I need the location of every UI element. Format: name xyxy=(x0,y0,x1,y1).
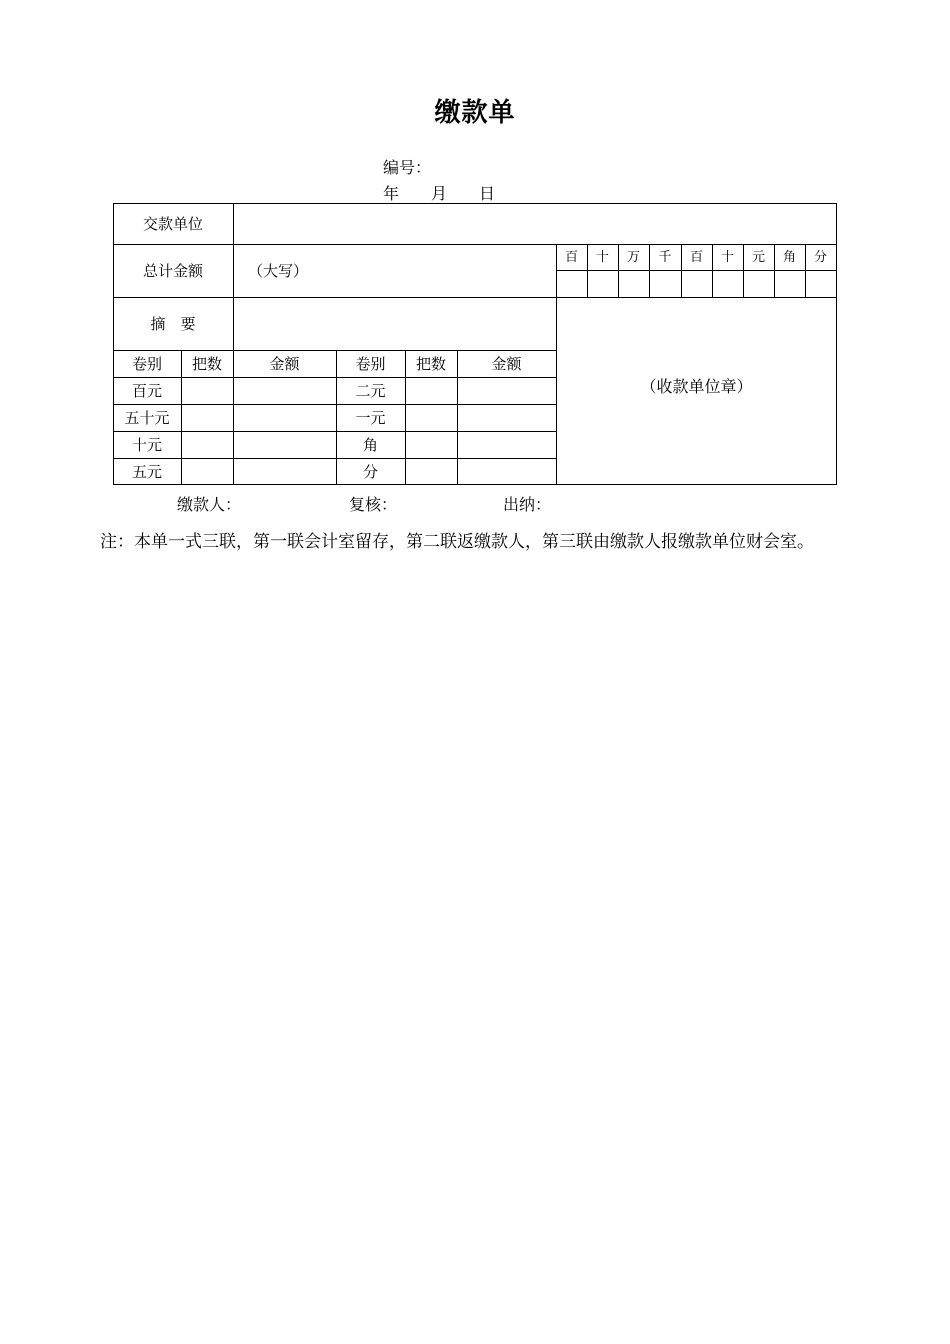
receiving-unit-stamp-label: （收款单位章） xyxy=(640,377,753,396)
denom-header: 卷别 xyxy=(355,355,386,373)
cashier-signature-label: 出纳： xyxy=(503,495,552,514)
digit-header: 百 xyxy=(689,250,703,265)
serial-number-label: 编号： xyxy=(383,158,432,177)
uppercase-hint: （大写） xyxy=(248,262,309,280)
denomination-label: 角 xyxy=(362,436,378,454)
bundle-header: 把数 xyxy=(191,355,222,373)
amount-header: 金额 xyxy=(491,355,522,373)
digit-header: 千 xyxy=(658,250,672,265)
amount-header: 金额 xyxy=(269,355,300,373)
footnote: 注：本单一式三联，第一联会计室留存，第二联返缴款人，第三联由缴款人报缴款单位财会室。 xyxy=(100,532,814,552)
date-label: 年 月 日 xyxy=(383,184,496,203)
denomination-label: 分 xyxy=(362,463,378,481)
page-title: 缴款单 xyxy=(434,98,516,128)
payer-signature-label: 缴款人： xyxy=(177,495,242,514)
digit-header: 十 xyxy=(595,250,609,265)
digit-header: 万 xyxy=(626,250,640,265)
summary-label: 摘 要 xyxy=(150,315,196,333)
denomination-label: 一元 xyxy=(355,409,386,427)
denom-header: 卷别 xyxy=(131,355,162,373)
digit-header: 元 xyxy=(751,250,765,265)
digit-header: 角 xyxy=(782,250,796,265)
denomination-label: 百元 xyxy=(131,382,162,400)
denomination-label: 二元 xyxy=(355,382,386,400)
denomination-label: 五十元 xyxy=(124,409,170,427)
payer-unit-field[interactable] xyxy=(233,217,556,232)
digit-header: 百 xyxy=(564,250,578,265)
digit-header: 分 xyxy=(813,250,827,265)
payment-form-table xyxy=(113,203,837,485)
denomination-label: 五元 xyxy=(131,463,162,481)
total-amount-label: 总计金额 xyxy=(142,262,203,280)
bundle-header: 把数 xyxy=(415,355,446,373)
reviewer-signature-label: 复核： xyxy=(349,495,398,514)
payer-unit-label: 交款单位 xyxy=(142,215,203,233)
digit-header: 十 xyxy=(720,250,734,265)
denomination-label: 十元 xyxy=(131,436,162,454)
